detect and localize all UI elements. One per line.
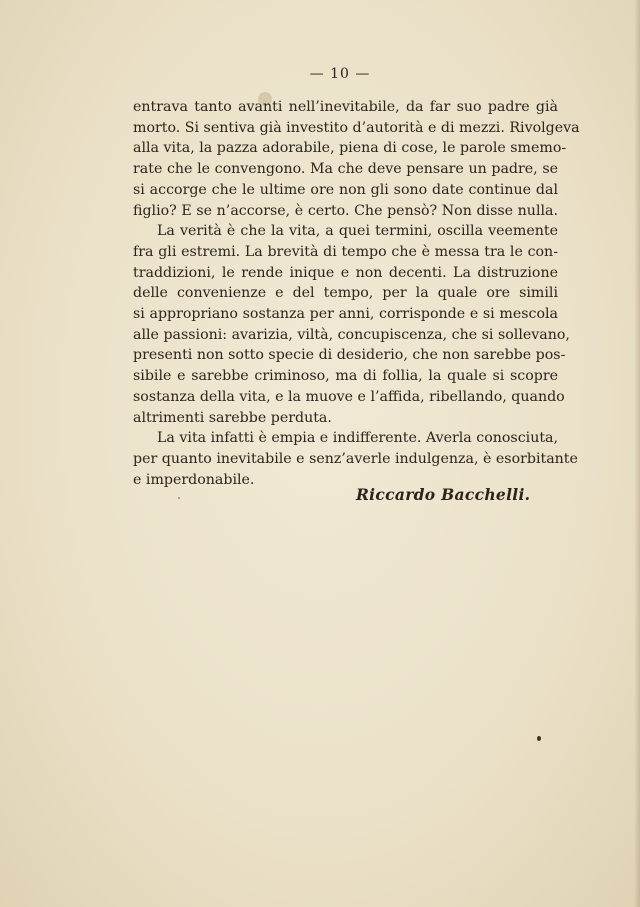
page-edge-shadow [634,0,640,907]
text-line: figlio? E se n’accorse, è certo. Che pensò? Non disse nulla. [133,202,558,219]
text-line: per quanto inevitabile e senz’averle indulgenza, è esorbitante [133,450,578,467]
page-number: — 10 — [309,66,371,82]
text-line: morto. Si sentiva già investito d’autorità e di mezzi. Rivolgeva [133,119,580,136]
text-line: e imperdonabile. [133,471,255,488]
paper-speck [537,736,541,741]
text-line: sibile e sarebbe criminoso, ma di follia, la quale si scopre [133,368,558,385]
text-line: si accorge che le ultime ore non gli sono date continue dal [133,181,558,198]
text-line: rate che le convengono. Ma che deve pensare un padre, se [133,161,558,178]
text-line: traddizioni, le rende inique e non decenti. La distruzione [133,264,558,281]
text-line: presenti non sotto specie di desiderio, che non sarebbe pos- [133,347,566,364]
paragraph [133,221,570,428]
body-text [133,97,580,490]
text-line: La vita infatti è empia e indifferente. Averla conosciuta, [157,430,559,447]
author-signature: Riccardo Bacchelli. [356,485,531,504]
text-line: altrimenti sarebbe perduta. [133,409,332,426]
paragraph [133,428,578,490]
text-line: alla vita, la pazza adorabile, piena di cose, le parole smemo- [133,140,567,157]
text-line: sostanza della vita, e la muove e l’affida, ribellando, quando [133,388,565,405]
text-line: delle convenienze e del tempo, per la quale ore simili [133,285,558,302]
text-line: alle passioni: avarizia, viltà, concupiscenza, che si sollevano, [133,326,570,343]
text-line: La verità è che la vita, a quei termini, oscilla veemente [157,223,558,240]
text-line: si appropriano sostanza per anni, corrisponde e si mescola [133,306,558,323]
paper-speck [178,497,180,499]
text-line: fra gli estremi. La brevità di tempo che è messa tra le con- [133,243,558,260]
text-line: entrava tanto avanti nell’inevitabile, da far suo padre già [133,99,558,115]
paragraph [133,97,580,221]
